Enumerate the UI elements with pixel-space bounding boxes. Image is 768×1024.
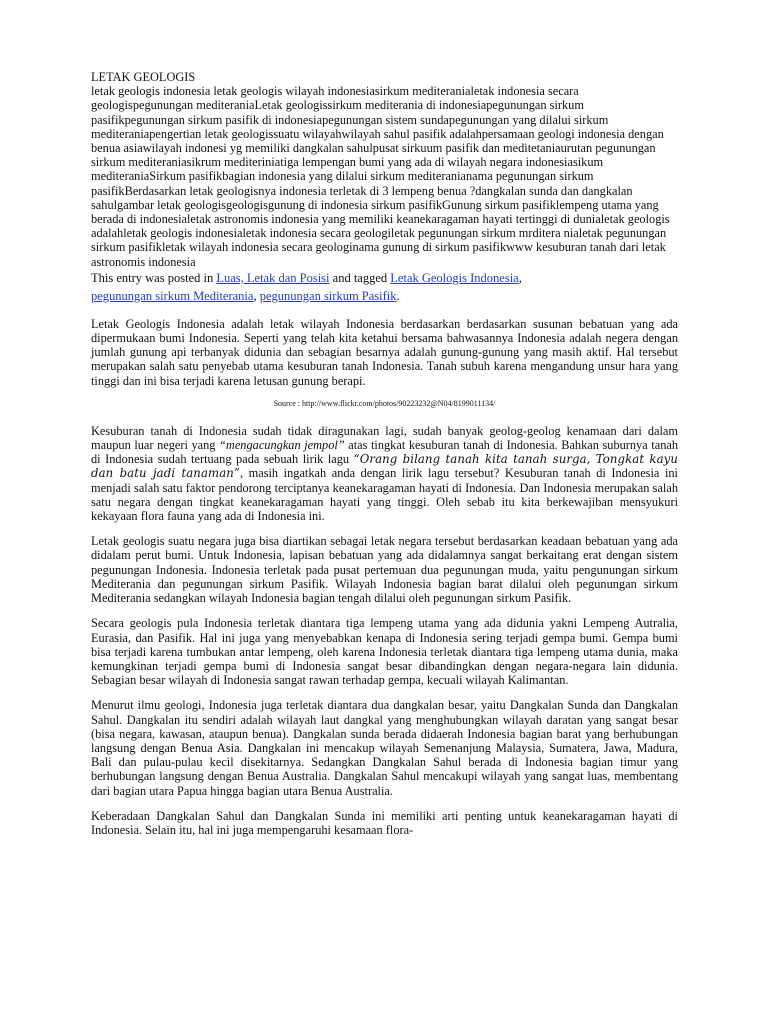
quote-mengacungkan-jempol: “mengacungkan jempol” (219, 438, 345, 453)
paragraph-5: Menurut ilmu geologi, Indonesia juga terletak diantara dua dangkalan besar, yaitu Dangkalan Sunda dan Dangkalan Sahul. Dangkalan itu sendiri adalah wilayah laut dangkal yang menghubungkan wilayah daratan yang sangat besar (bisa negara, kawasan, ataupun benua). Dangkalan sunda berada didaerah Indonesia bagian barat yang berhubungan langsung dengan Benua Asia. Dangkalan ini mencakup wilayah Semenanjung Malaysia, Sumatera, Jawa, Madura, Bali dan pulau-pulau kecil disekitarnya. Sedangkan Dangkalan Sahul berada di Indonesia bagian timur yang berhubungan langsung dengan Benua Australia. Dangkalan Sahul mencakupi wilayah yang sangat luas, membentang dari bagian utara Papua hingga bagian utara Benua Australia. (91, 698, 678, 798)
paragraph-6: Keberadaan Dangkalan Sahul dan Dangkalan Sunda ini memiliki arti penting untuk keanekaragaman hayati di Indonesia. Selain itu, hal ini juga mempengaruhi kesamaan flora- (91, 808, 678, 837)
tag-link-pasifik[interactable]: pegunungan sirkum Pasifik (259, 288, 397, 303)
post-meta-end: . (396, 288, 400, 303)
paragraph-4: Secara geologis pula Indonesia terletak diantara tiga lempeng utama yang ada didunia yakni Lempeng Autralia, Eurasia, dan Pasifik. Hal ini juga yang menyebabkan kenapa di Indonesia sering terjadi gempa bumi. Gempa bumi bisa terjadi karena tumbukan antar lempeng, oleh karena Indonesia terletak diantara tiga lempeng utama dunia, maka kemungkinan terjadi gempa bumi di Indonesia sangat besar dibandingkan dengan negara-negara lain didunia. Sebagian besar wilayah di Indonesia sangat rawan terhadap gempa, kecuali wilayah Kalimantan. (91, 616, 678, 688)
paragraph-2 (91, 424, 678, 523)
tag-link-letak-geologis[interactable]: Letak Geologis Indonesia (390, 270, 519, 285)
intro-text: letak geologis indonesia letak geologis wilayah indonesiasirkum mediteranialetak indonesia secara geologispegunungan mediteraniaLetak geologissirkum mediterania di indonesiapegunungan sirkum pasifikpegunungan sirkum pasifik di indonesiapegunungan sistem sundapegunungan yang dilalui sirkum mediteraniapengertian letak geologissuatu wilayahwilayah sahul pasifik adalahpersamaan geologi indonesia dengan benua asiawilayah indonesi yg memiliki dangkalan sahulpusat sirkuum pasifik dan meditetaniaurutan pegunungan sirkum mediteraniasikrum mediteriniatiga lempengan bumi yang ada di wilayah negara indonesiasikum mediteraniaSirkum pasifikbagian indonesia yang dilalui sirkum mediteranianama pegunungan sirkum pasifikBerdasarkan letak geologisnya indonesia terletak di 3 lempeng benua ?dangkalan sunda dan dangkalan sahulgambar letak geologisgeologisgunung di indonesia sirkum pasifikGunung sirkum pasifiklempeng utama yang berada di indonesialetak astronomis indonesia yang memiliki keanekaragaman hayati tertinggi di dunialetak geologis adalahletak geologis indonesialetak indonesia secara geologiletak pegunungan sirkum mrditera nialetak pegunungan sirkum pasifikletak wilayah indonesia secara geologinama gunung di sirkum pasifikwww kesuburan tanah dari letak astronomis indonesia (91, 84, 670, 269)
tag-separator: , (253, 288, 260, 303)
tagged-text: and tagged (329, 270, 391, 285)
post-meta (91, 269, 678, 305)
article-body (91, 317, 678, 837)
quote-song-lyric: “Orang bilang tanah kita tanah surga, Tongkat kayu dan batu jadi tanaman” (91, 452, 679, 481)
paragraph-2-part-3: , masih ingatkah anda dengan lirik lagu tersebut? Kesuburan tanah di Indonesia ini menjadi salah satu faktor pendorong terciptanya keanekaragaman hayati di Indonesia. Dan Indonesia merupakan salah satu negara dengan tingkat keanekaragaman hayati yang tinggi. Oleh sebab itu kita berkewajiban mensyukuri kekayaan flora fauna yang ada di Indonesia ini. (91, 466, 678, 524)
posted-prefix: This entry was posted in (91, 270, 217, 285)
intro-section (91, 70, 678, 305)
image-source-caption: Source : http://www.flickr.com/photos/90223232@N04/8199011134/ (273, 398, 496, 408)
paragraph-3: Letak geologis suatu negara juga bisa diartikan sebagai letak negara tersebut berdasarkan keadaan bebatuan yang ada didalam perut bumi. Untuk Indonesia, lapisan bebatuan yang ada didalamnya sangat berkaitang erat dengan sistem pegunungan Indonesia. Indonesia terletak pada pusat pertemuan dua pegunungan muda, yaitu pengunungan sirkum Mediterania dan pegunungan sirkum Pasifik. Wilayah Indonesia bagian barat dilalui oleh pegunungan sirkum Mediterania sedangkan wilayah Indonesia bagian tengah dilalui oleh pegunungan sirkum Pasifik. (91, 534, 678, 606)
category-link[interactable]: Luas, Letak dan Posisi (216, 270, 330, 285)
paragraph-2-part-1: Kesuburan tanah di Indonesia sudah tidak diragunakan lagi, sudah banyak geolog-geolog kenamaan dari dalam maupun luar negeri yang (91, 423, 678, 453)
paragraph-2-part-2: atas tingkat kesuburan tanah di Indonesia. Bahkan suburnya tanah di Indonesia sudah tertuang pada sebuah lirik lagu (91, 438, 679, 467)
tag-separator: , (518, 270, 522, 285)
tag-link-mediterania[interactable]: pegunungan sirkum Mediterania (91, 288, 254, 303)
document-page (91, 70, 678, 848)
document-title: LETAK GEOLOGIS (91, 70, 196, 84)
paragraph-1: Letak Geologis Indonesia adalah letak wilayah Indonesia berdasarkan berdasarkan susunan bebatuan yang ada dipermukaan bumi Indonesia. Seperti yang telah kita ketahui bersama bahwasannya Indonesia adalah negera dengan jumlah gunung api terbanyak didunia dan sebagian besarnya adalah gunung-gunung yang masih aktif. Hal tersebut merupakan salah satu penyebab utama kesuburan tanah Indonesia. Tanah subuh karena mengandung unsur hara yang tinggi dan ini bisa terjadi karena letusan gunung berapi. (91, 316, 678, 388)
